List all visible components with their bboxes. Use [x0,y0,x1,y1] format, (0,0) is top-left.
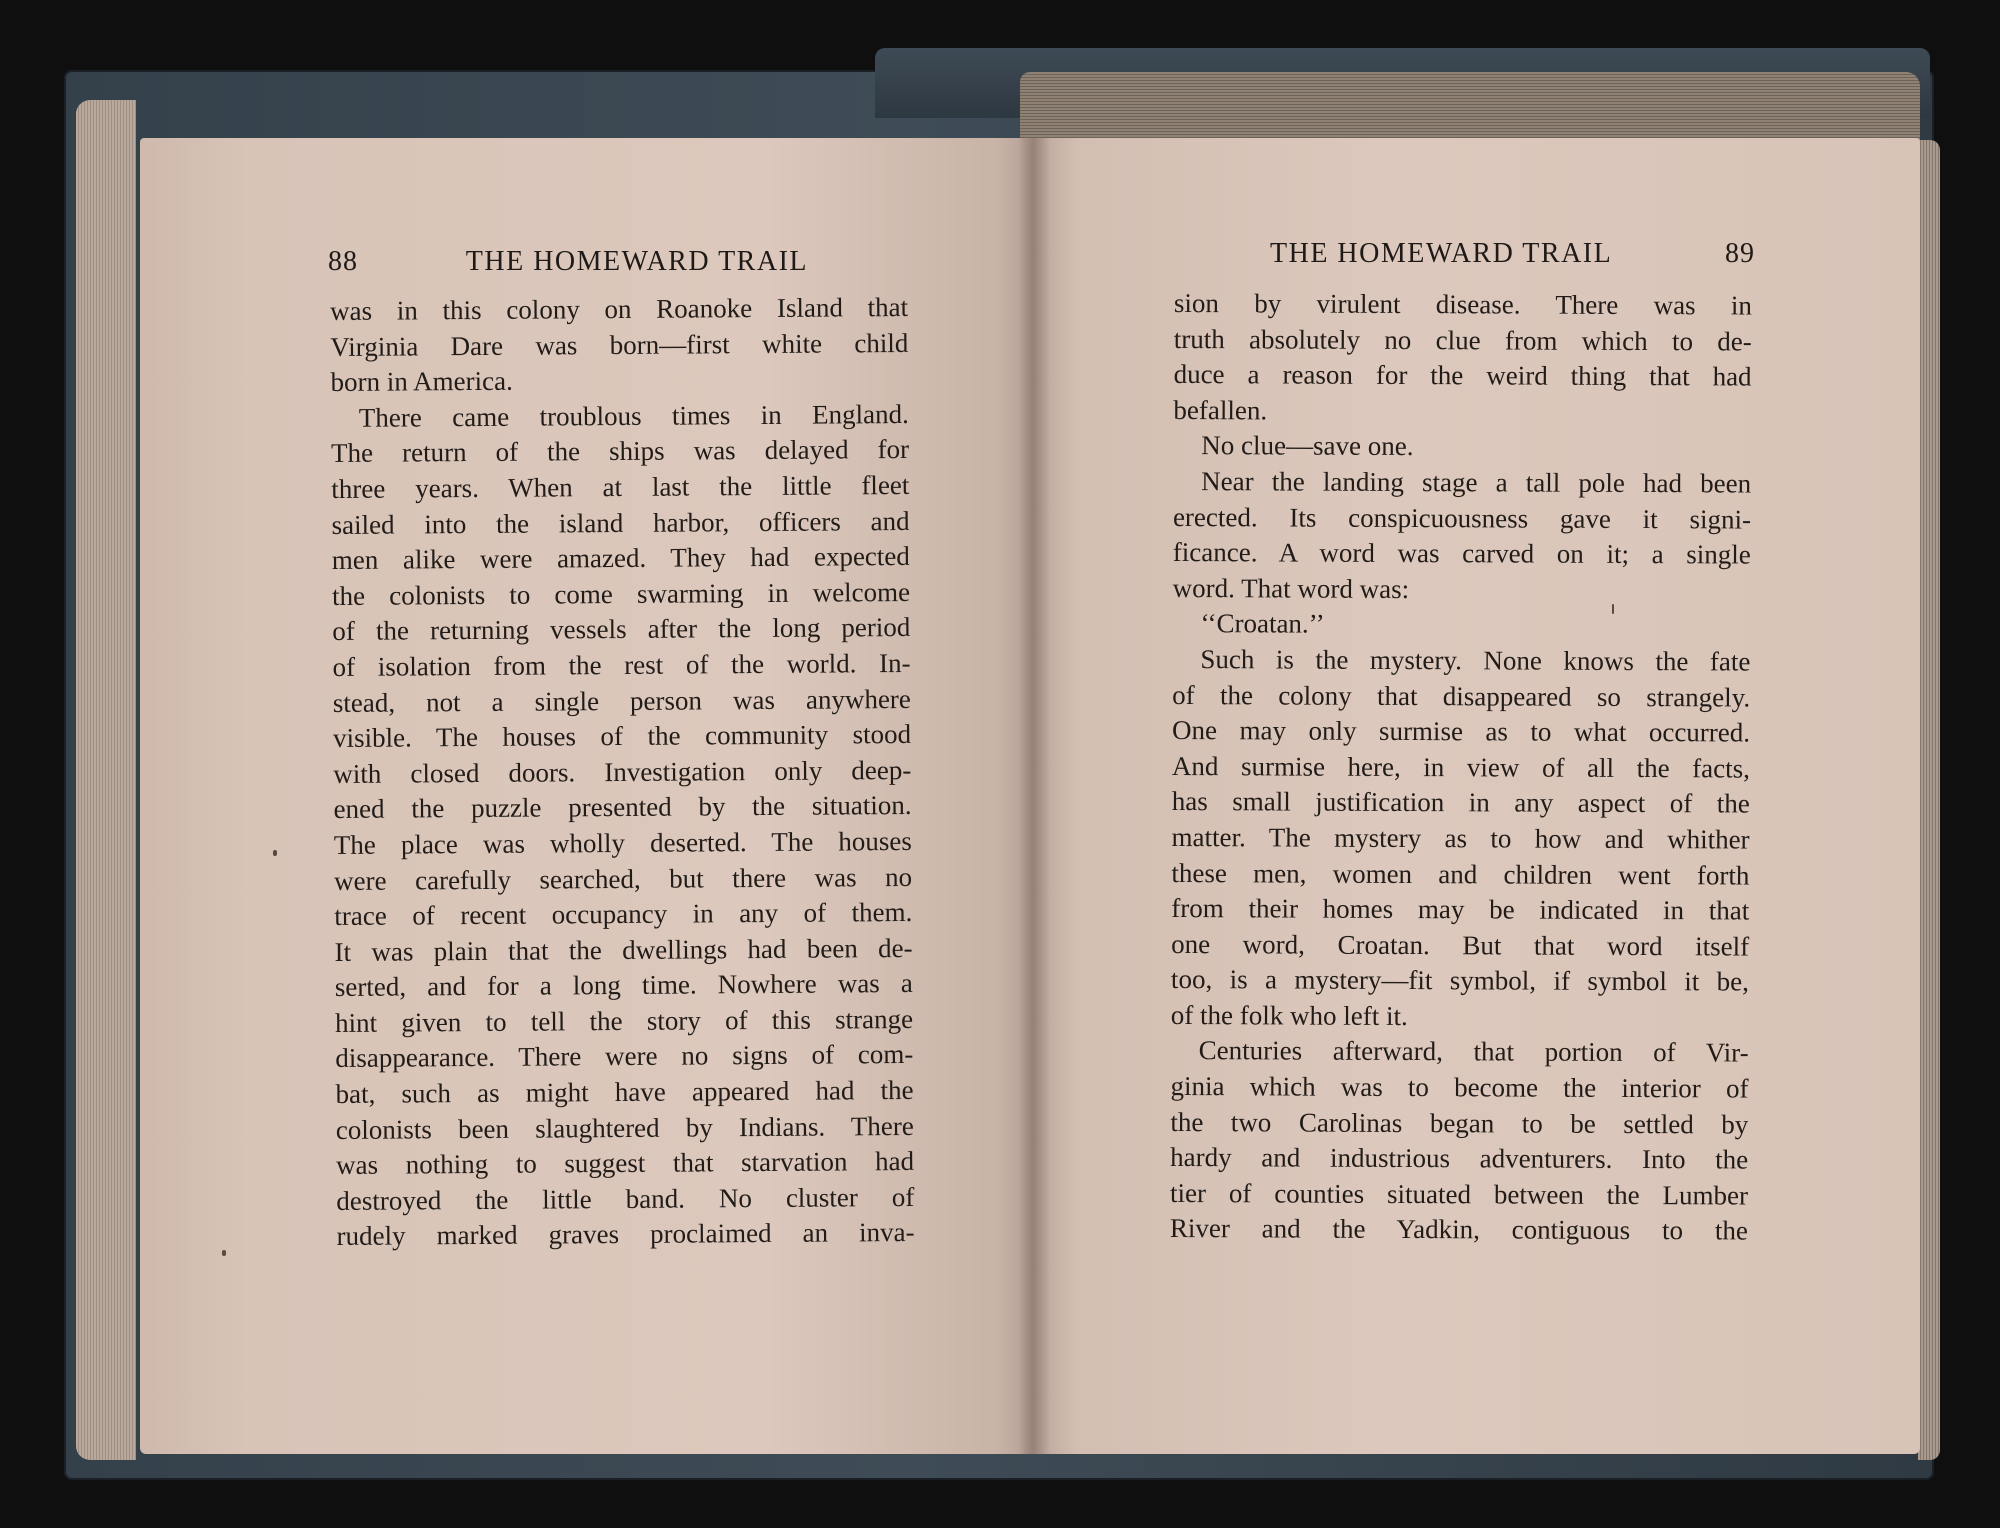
text-line: River and the Yadkin, contiguous to the [1169,1213,1748,1246]
text-line: visible. The houses of the community stood [332,719,912,754]
text-line: one word, Croatan. But that word itself [1171,928,1750,962]
text-line: stead, not a single person was anywhere [332,683,911,718]
text-line: Such is the mystery. None knows the fate [1200,644,1751,677]
text-line: three years. When at last the little fleet [331,469,910,504]
text-line: men alike were amazed. They had expected [331,541,910,576]
right-page-side-edges [1918,140,1940,1460]
book-gutter [1018,138,1050,1454]
text-line: the two Carolinas began to be settled by [1170,1106,1749,1140]
text-line: hardy and industrious adventurers. Into the [1170,1142,1749,1175]
text-line: with closed doors. Investigation only deep- [333,754,912,789]
right-running-head [1270,238,1755,270]
text-line: destroyed the little band. No cluster of [336,1181,915,1216]
text-line: sion by virulent disease. There was in [1173,287,1752,321]
text-line: born in America. [330,365,513,398]
text-line: serted, and for a long time. Nowhere was a [334,968,913,1003]
text-line: disappearance. There were no signs of com- [335,1039,914,1074]
text-line: word. That word was: [1172,572,1410,604]
text-line: Near the landing stage a tall pole had been [1201,466,1752,499]
text-line: of the returning vessels after the long period [332,612,911,647]
right-page-top-edges [1020,72,1920,148]
text-line: erected. Its conspicuousness gave it signi- [1172,501,1752,535]
text-line: these men, women and children went forth [1171,857,1750,891]
text-line: were carefully searched, but there was no [333,861,913,896]
text-line: ginia which was to become the interior of [1170,1071,1749,1104]
paper-speck [222,1250,226,1256]
text-line: truth absolutely no clue from which to de- [1173,323,1752,357]
text-line: It was plain that the dwellings had been de- [334,932,913,967]
text-line: matter. The mystery as to how and whither [1171,821,1750,855]
text-line: the colonists to come swarming in welcome [332,576,911,611]
text-line: ened the puzzle presented by the situation. [333,790,912,825]
text-line: The place was wholly deserted. The houses [333,825,912,860]
right-page-body [1170,286,1752,1250]
left-page-body [330,290,915,1255]
paper-speck [273,850,277,856]
text-line: hint given to tell the story of this strange [334,1003,914,1038]
text-line: bat, such as might have appeared had the [335,1075,914,1110]
left-page-number: 88 [328,246,358,277]
text-line: sailed into the island harbor, officers and [331,505,910,540]
text-line: There came troublous times in England. [358,398,909,433]
text-line: Centuries afterward, that portion of Vir- [1198,1035,1749,1068]
text-line: colonists been slaughtered by Indians. There [335,1110,914,1145]
text-line: of the colony that disappeared so strangely. [1172,679,1751,713]
text-line: was nothing to suggest that starvation had [335,1146,915,1181]
text-line: befallen. [1173,394,1268,426]
text-line: The return of the ships was delayed for [331,434,910,469]
paper-speck [1612,604,1614,614]
right-page-number: 89 [1725,238,1755,269]
text-line: No clue—save one. [1201,430,1414,462]
text-line: And surmise here, in view of all the facts, [1171,750,1750,784]
left-page-edges [76,100,136,1460]
text-line: Virginia Dare was born—first white child [330,327,909,362]
text-line: duce a reason for the weird thing that had [1173,359,1752,392]
text-line: was in this colony on Roanoke Island that [330,291,909,326]
text-line: of isolation from the rest of the world. In- [332,647,911,682]
text-line: of the folk who left it. [1170,999,1408,1031]
text-line: rudely marked graves proclaimed an inva- [336,1217,915,1252]
text-line: One may only surmise as to what occurred. [1171,715,1751,748]
left-running-head [328,246,808,278]
text-line: ficance. A word was carved on it; a single [1172,537,1751,570]
text-line: from their homes may be indicated in that [1171,893,1750,926]
text-line: trace of recent occupancy in any of them. [334,897,913,932]
left-running-title: THE HOMEWARD TRAIL [465,246,808,277]
text-line: ‘‘Croatan.’’ [1200,608,1325,640]
text-line: has small justification in any aspect of the [1171,786,1750,819]
text-line: too, is a mystery—fit symbol, if symbol it be, [1170,964,1750,997]
right-running-title: THE HOMEWARD TRAIL [1270,238,1613,269]
text-line: tier of counties situated between the Lumber [1169,1177,1749,1211]
